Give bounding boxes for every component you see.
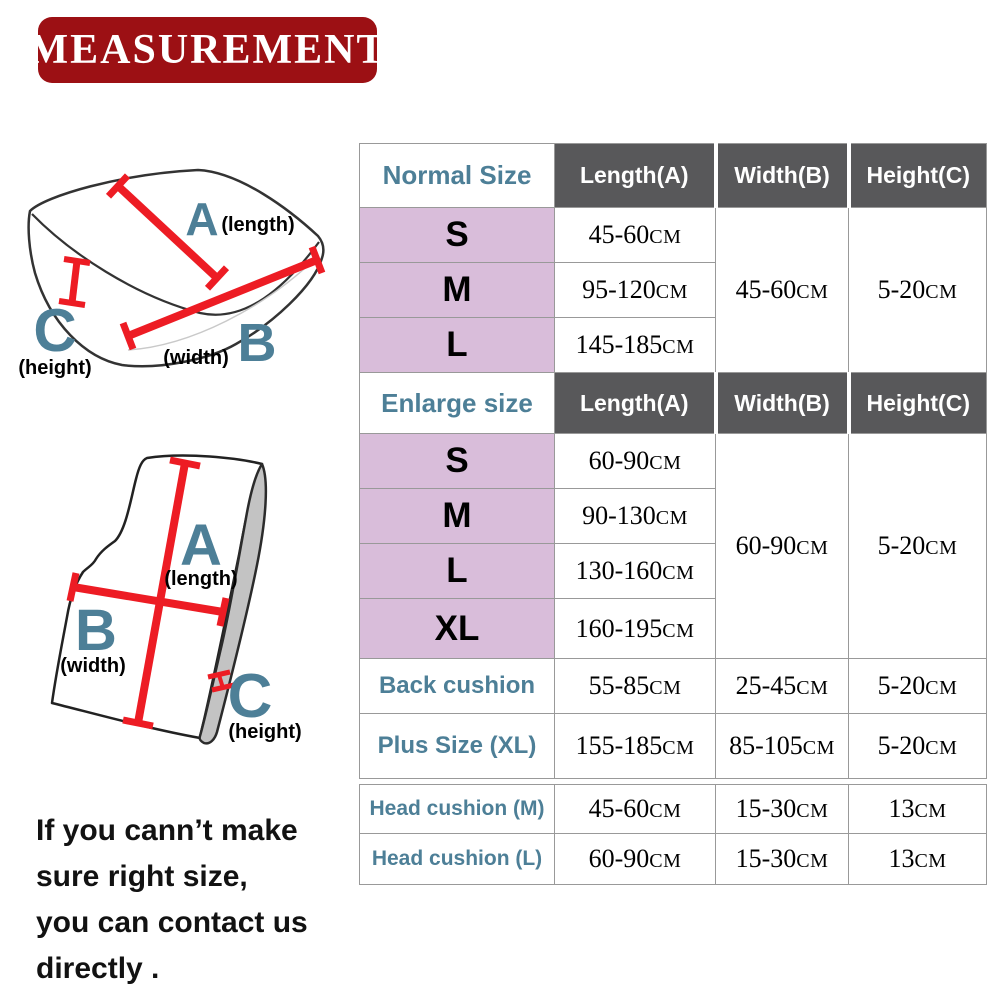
plus-size-label-cell: Plus Size (XL): [360, 714, 555, 779]
head-cushion-table: [359, 784, 987, 885]
seat-width-label: (width): [163, 347, 229, 369]
table-row: [360, 834, 987, 885]
normal-width-cell: 45-60CM: [716, 208, 849, 373]
back-width-label: (width): [60, 655, 126, 677]
seat-width-letter: B: [237, 313, 277, 373]
width-header-cell: Width(B): [716, 373, 849, 434]
seat-height-letter: C: [33, 297, 77, 364]
normal-m-length-cell: 95-120CM: [555, 263, 716, 318]
back-height-label: (height): [228, 721, 302, 743]
back-length-label: (length): [164, 568, 238, 590]
plus-size-length-cell: 155-185CM: [555, 714, 716, 779]
plus-size-width-cell: 85-105CM: [716, 714, 849, 779]
head-cushion-l-length-cell: 60-90CM: [555, 834, 716, 885]
head-cushion-l-label-cell: Head cushion (L): [360, 834, 555, 885]
page-title: MEASUREMENT: [28, 27, 387, 73]
back-cushion-height-cell: 5-20CM: [849, 659, 987, 714]
length-header-cell: Length(A): [555, 373, 716, 434]
back-cushion-length-cell: 55-85CM: [555, 659, 716, 714]
size-help-note: [36, 808, 366, 992]
back-cushion-diagram: [0, 420, 360, 780]
seat-length-letter: A: [185, 193, 219, 245]
seat-cushion-diagram: [0, 118, 360, 418]
table-row: [360, 208, 987, 263]
size-table: [359, 143, 987, 779]
head-cushion-m-label-cell: Head cushion (M): [360, 785, 555, 834]
normal-s-length-cell: 45-60CM: [555, 208, 716, 263]
enlarge-width-cell: 60-90CM: [716, 434, 849, 659]
height-header-cell: Height(C): [849, 144, 987, 208]
head-cushion-m-length-cell: 45-60CM: [555, 785, 716, 834]
table-row: [360, 434, 987, 489]
back-height-letter: C: [227, 662, 273, 731]
table-row: [360, 144, 987, 208]
normal-l-size-cell: L: [360, 318, 555, 373]
enlarge-height-cell: 5-20CM: [849, 434, 987, 659]
normal-l-length-cell: 145-185CM: [555, 318, 716, 373]
normal-m-size-cell: M: [360, 263, 555, 318]
table-row: [360, 659, 987, 714]
enlarge-l-length-cell: 130-160CM: [555, 544, 716, 599]
note-line: you can contact us: [36, 906, 308, 939]
width-header-cell: Width(B): [716, 144, 849, 208]
seat-height-label: (height): [18, 357, 92, 379]
enlarge-m-length-cell: 90-130CM: [555, 489, 716, 544]
table-row: [360, 373, 987, 434]
enlarge-size-header-cell: Enlarge size: [360, 373, 555, 434]
enlarge-m-size-cell: M: [360, 489, 555, 544]
height-measure-cap: [64, 259, 90, 263]
back-cushion-label-cell: Back cushion: [360, 659, 555, 714]
head-cushion-l-width-cell: 15-30CM: [716, 834, 849, 885]
head-cushion-m-height-cell: 13CM: [849, 785, 987, 834]
enlarge-xl-length-cell: 160-195CM: [555, 599, 716, 659]
normal-s-size-cell: S: [360, 208, 555, 263]
head-cushion-l-height-cell: 13CM: [849, 834, 987, 885]
back-length-letter: A: [180, 513, 222, 578]
title-banner: [28, 17, 387, 83]
normal-size-header-cell: Normal Size: [360, 144, 555, 208]
enlarge-s-size-cell: S: [360, 434, 555, 489]
back-cushion-width-cell: 25-45CM: [716, 659, 849, 714]
note-line: If you cann’t make: [36, 814, 298, 847]
normal-height-cell: 5-20CM: [849, 208, 987, 373]
back-width-letter: B: [75, 598, 117, 663]
length-header-cell: Length(A): [555, 144, 716, 208]
note-line: sure right size,: [36, 860, 248, 893]
enlarge-xl-size-cell: XL: [360, 599, 555, 659]
height-header-cell: Height(C): [849, 373, 987, 434]
head-cushion-m-width-cell: 15-30CM: [716, 785, 849, 834]
seat-length-label: (length): [221, 214, 295, 236]
note-line: directly .: [36, 952, 160, 985]
enlarge-l-size-cell: L: [360, 544, 555, 599]
table-row: [360, 785, 987, 834]
enlarge-s-length-cell: 60-90CM: [555, 434, 716, 489]
table-row: [360, 714, 987, 779]
plus-size-height-cell: 5-20CM: [849, 714, 987, 779]
